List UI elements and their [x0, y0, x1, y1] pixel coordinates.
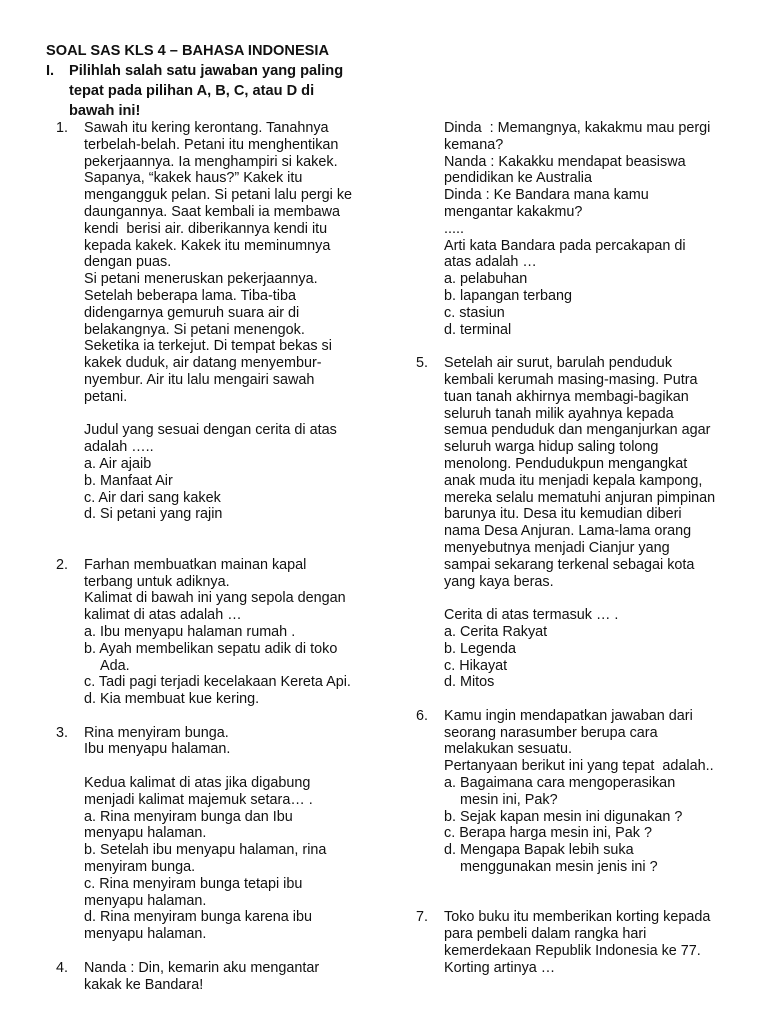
- answer-option-b: b. Sejak kapan mesin ini digunakan ?: [444, 808, 683, 825]
- text-line: Seketika ia terkejut. Di tempat bekas si: [84, 338, 332, 355]
- answer-option-d: menggunakan mesin jenis ini ?: [460, 859, 658, 876]
- dialogue-line: kemana?: [444, 136, 504, 153]
- text-line: kakek duduk, air datang menyembur-: [84, 355, 322, 372]
- question-prompt: Kalimat di bawah ini yang sepola dengan: [84, 590, 346, 607]
- question-body: [444, 909, 761, 976]
- text-line: kembali kerumah masing-masing. Putra: [444, 371, 698, 388]
- question-number: 2.: [56, 556, 69, 573]
- answer-option-b: b. Setelah ibu menyapu halaman, rina: [84, 842, 327, 859]
- text-line: belakangnya. Si petani menengok.: [84, 321, 305, 338]
- dialogue-line: .....: [444, 220, 464, 237]
- question-prompt: atas adalah …: [444, 254, 537, 271]
- answer-option-d: d. Mengapa Bapak lebih suka: [444, 842, 634, 859]
- text-line: tuan tanah akhirnya membagi-bagikan: [444, 388, 689, 405]
- answer-option-c: c. Tadi pagi terjadi kecelakaan Kereta Api.: [84, 674, 351, 691]
- text-line: anak muda itu menjadi kepala kampong,: [444, 472, 703, 489]
- question-body: [444, 120, 761, 338]
- answer-option-c: c. Hikayat: [444, 657, 508, 674]
- text-line: Setelah air surut, barulah penduduk: [444, 355, 673, 372]
- text-line: Farhan membuatkan mainan kapal: [84, 556, 307, 573]
- question-body: [84, 557, 401, 708]
- text-line: semua penduduk dan menganjurkan agar: [444, 422, 711, 439]
- text-line: nyembur. Air itu lalu mengairi sawah: [84, 371, 315, 388]
- text-line: seorang narasumber berupa cara: [444, 724, 658, 741]
- text-line: Si petani meneruskan pekerjaannya.: [84, 271, 318, 288]
- answer-option-d: menyapu halaman.: [84, 926, 207, 943]
- answer-option-c: c. Berapa harga mesin ini, Pak ?: [444, 825, 652, 842]
- question-prompt: Korting artinya …: [444, 959, 556, 976]
- question-2: [56, 557, 401, 708]
- right-column: [416, 120, 761, 977]
- question-prompt: Cerita di atas termasuk … .: [444, 607, 619, 624]
- question-4-continued: [416, 120, 761, 338]
- answer-option-c: c. Rina menyiram bunga tetapi ibu: [84, 875, 303, 892]
- dialogue-line: Nanda : Din, kemarin aku mengantar: [84, 959, 320, 976]
- text-line: petani.: [84, 388, 128, 405]
- question-4: [56, 960, 401, 994]
- text-line: Ibu menyapu halaman.: [84, 741, 231, 758]
- answer-option-d: d. terminal: [444, 321, 512, 338]
- blank-line: [444, 590, 761, 607]
- instruction-line: tepat pada pilihan A, B, C, atau D di: [69, 83, 315, 99]
- question-prompt: Kedua kalimat di atas jika digabung: [84, 775, 311, 792]
- question-prompt: kalimat di atas adalah …: [84, 607, 242, 624]
- answer-option-a: a. Air ajaib: [84, 455, 152, 472]
- text-line: kepada kakek. Kakek itu meminumnya: [84, 237, 331, 254]
- answer-option-c: c. stasiun: [444, 304, 505, 321]
- blank-line: [84, 758, 401, 775]
- question-prompt: menjadi kalimat majemuk setara… .: [84, 791, 313, 808]
- text-line: sampai sekarang terkenal sebagai kota: [444, 556, 695, 573]
- left-column: [56, 120, 401, 993]
- blank-line: [84, 406, 401, 423]
- text-line: kemerdekaan Republik Indonesia ke 77.: [444, 943, 701, 960]
- dialogue-line: Dinda : Memangnya, kakakmu mau pergi: [444, 120, 711, 136]
- text-line: menolong. Pendudukpun mengangkat: [444, 455, 688, 472]
- dialogue-line: kakak ke Bandara!: [84, 976, 204, 993]
- answer-option-d: d. Kia membuat kue kering.: [84, 691, 260, 708]
- answer-option-b: menyiram bunga.: [84, 859, 196, 876]
- text-line: kendi berisi air. diberikannya kendi itu: [84, 220, 328, 237]
- text-line: Sapanya, “kakek haus?” Kakek itu: [84, 170, 303, 187]
- worksheet-heading: [46, 41, 386, 121]
- question-number: 5.: [416, 355, 429, 372]
- question-prompt: adalah …..: [84, 439, 154, 456]
- answer-option-a: a. pelabuhan: [444, 271, 528, 288]
- section-instruction: [46, 61, 386, 121]
- question-1: [56, 120, 401, 523]
- text-line: terbelah-belah. Petani itu menghentikan: [84, 136, 339, 153]
- question-number: 4.: [56, 959, 69, 976]
- answer-option-a: a. Rina menyiram bunga dan Ibu: [84, 808, 293, 825]
- instruction-line: Pilihlah salah satu jawaban yang paling: [69, 63, 344, 79]
- answer-option-b: b. Legenda: [444, 640, 517, 657]
- question-number: 7.: [416, 909, 429, 926]
- answer-option-b: Ada.: [100, 657, 130, 674]
- text-line: melakukan sesuatu.: [444, 741, 572, 758]
- answer-option-d: d. Mitos: [444, 674, 495, 691]
- text-line: menyebutnya menjadi Cianjur yang: [444, 539, 670, 556]
- question-body: [84, 725, 401, 943]
- dialogue-line: pendidikan ke Australia: [444, 170, 593, 187]
- answer-option-a: a. Cerita Rakyat: [444, 623, 548, 640]
- text-line: nama Desa Anjuran. Lama-lama orang: [444, 523, 692, 540]
- question-body: [444, 708, 761, 876]
- text-line: yang kaya beras.: [444, 573, 554, 590]
- text-line: pekerjaannya. Ia menghampiri si kakek.: [84, 153, 338, 170]
- text-line: daungannya. Saat kembali ia membawa: [84, 203, 340, 220]
- answer-option-c: c. Air dari sang kakek: [84, 489, 221, 506]
- question-number: 1.: [56, 120, 69, 136]
- text-line: Toko buku itu memberikan korting kepada: [444, 909, 711, 926]
- answer-option-d: d. Rina menyiram bunga karena ibu: [84, 909, 312, 926]
- text-line: Kamu ingin mendapatkan jawaban dari: [444, 707, 693, 724]
- text-line: barunya itu. Desa itu kemudian diberi: [444, 506, 682, 523]
- answer-option-a: mesin ini, Pak?: [460, 791, 558, 808]
- text-line: mengangguk pelan. Si petani lalu pergi ke: [84, 187, 353, 204]
- dialogue-line: Dinda : Ke Bandara mana kamu: [444, 187, 649, 204]
- question-body: [444, 355, 761, 691]
- answer-option-c: menyapu halaman.: [84, 892, 207, 909]
- question-prompt: Pertanyaan berikut ini yang tepat adalah..: [444, 758, 714, 775]
- answer-option-b: b. Ayah membelikan sepatu adik di toko: [84, 640, 338, 657]
- text-line: para pembeli dalam rangka hari: [444, 926, 647, 943]
- answer-option-a: menyapu halaman.: [84, 825, 207, 842]
- question-body: [84, 120, 401, 523]
- instruction-line: bawah ini!: [69, 103, 141, 119]
- section-number: I.: [46, 63, 55, 79]
- question-prompt: Arti kata Bandara pada percakapan di: [444, 237, 686, 254]
- question-3: [56, 725, 401, 943]
- dialogue-line: Nanda : Kakakku mendapat beasiswa: [444, 153, 686, 170]
- worksheet-title: SOAL SAS KLS 4 – BAHASA INDONESIA: [46, 43, 330, 59]
- dialogue-line: mengantar kakakmu?: [444, 203, 583, 220]
- answer-option-d: d. Si petani yang rajin: [84, 506, 223, 523]
- question-5: [416, 355, 761, 691]
- question-6: [416, 708, 761, 876]
- text-line: seluruh warga hidup saling tolong: [444, 439, 659, 456]
- text-line: dengan puas.: [84, 254, 172, 271]
- question-number: 6.: [416, 707, 429, 724]
- question-prompt: Judul yang sesuai dengan cerita di atas: [84, 422, 337, 439]
- answer-option-b: b. lapangan terbang: [444, 287, 573, 304]
- text-line: Rina menyiram bunga.: [84, 724, 229, 741]
- text-line: terbang untuk adiknya.: [84, 573, 230, 590]
- question-body: [84, 960, 401, 994]
- text-line: Sawah itu kering kerontang. Tanahnya: [84, 120, 329, 136]
- answer-option-a: a. Ibu menyapu halaman rumah .: [84, 623, 296, 640]
- text-line: seluruh tanah milik ayahnya kepada: [444, 405, 674, 422]
- text-line: Setelah beberapa lama. Tiba-tiba: [84, 287, 297, 304]
- answer-option-b: b. Manfaat Air: [84, 472, 173, 489]
- answer-option-a: a. Bagaimana cara mengoperasikan: [444, 775, 676, 792]
- question-7: [416, 909, 761, 976]
- text-line: didengarnya gemuruh suara air di: [84, 304, 300, 321]
- question-number: 3.: [56, 724, 69, 741]
- text-line: mereka selalu mematuhi anjuran pimpinan: [444, 489, 716, 506]
